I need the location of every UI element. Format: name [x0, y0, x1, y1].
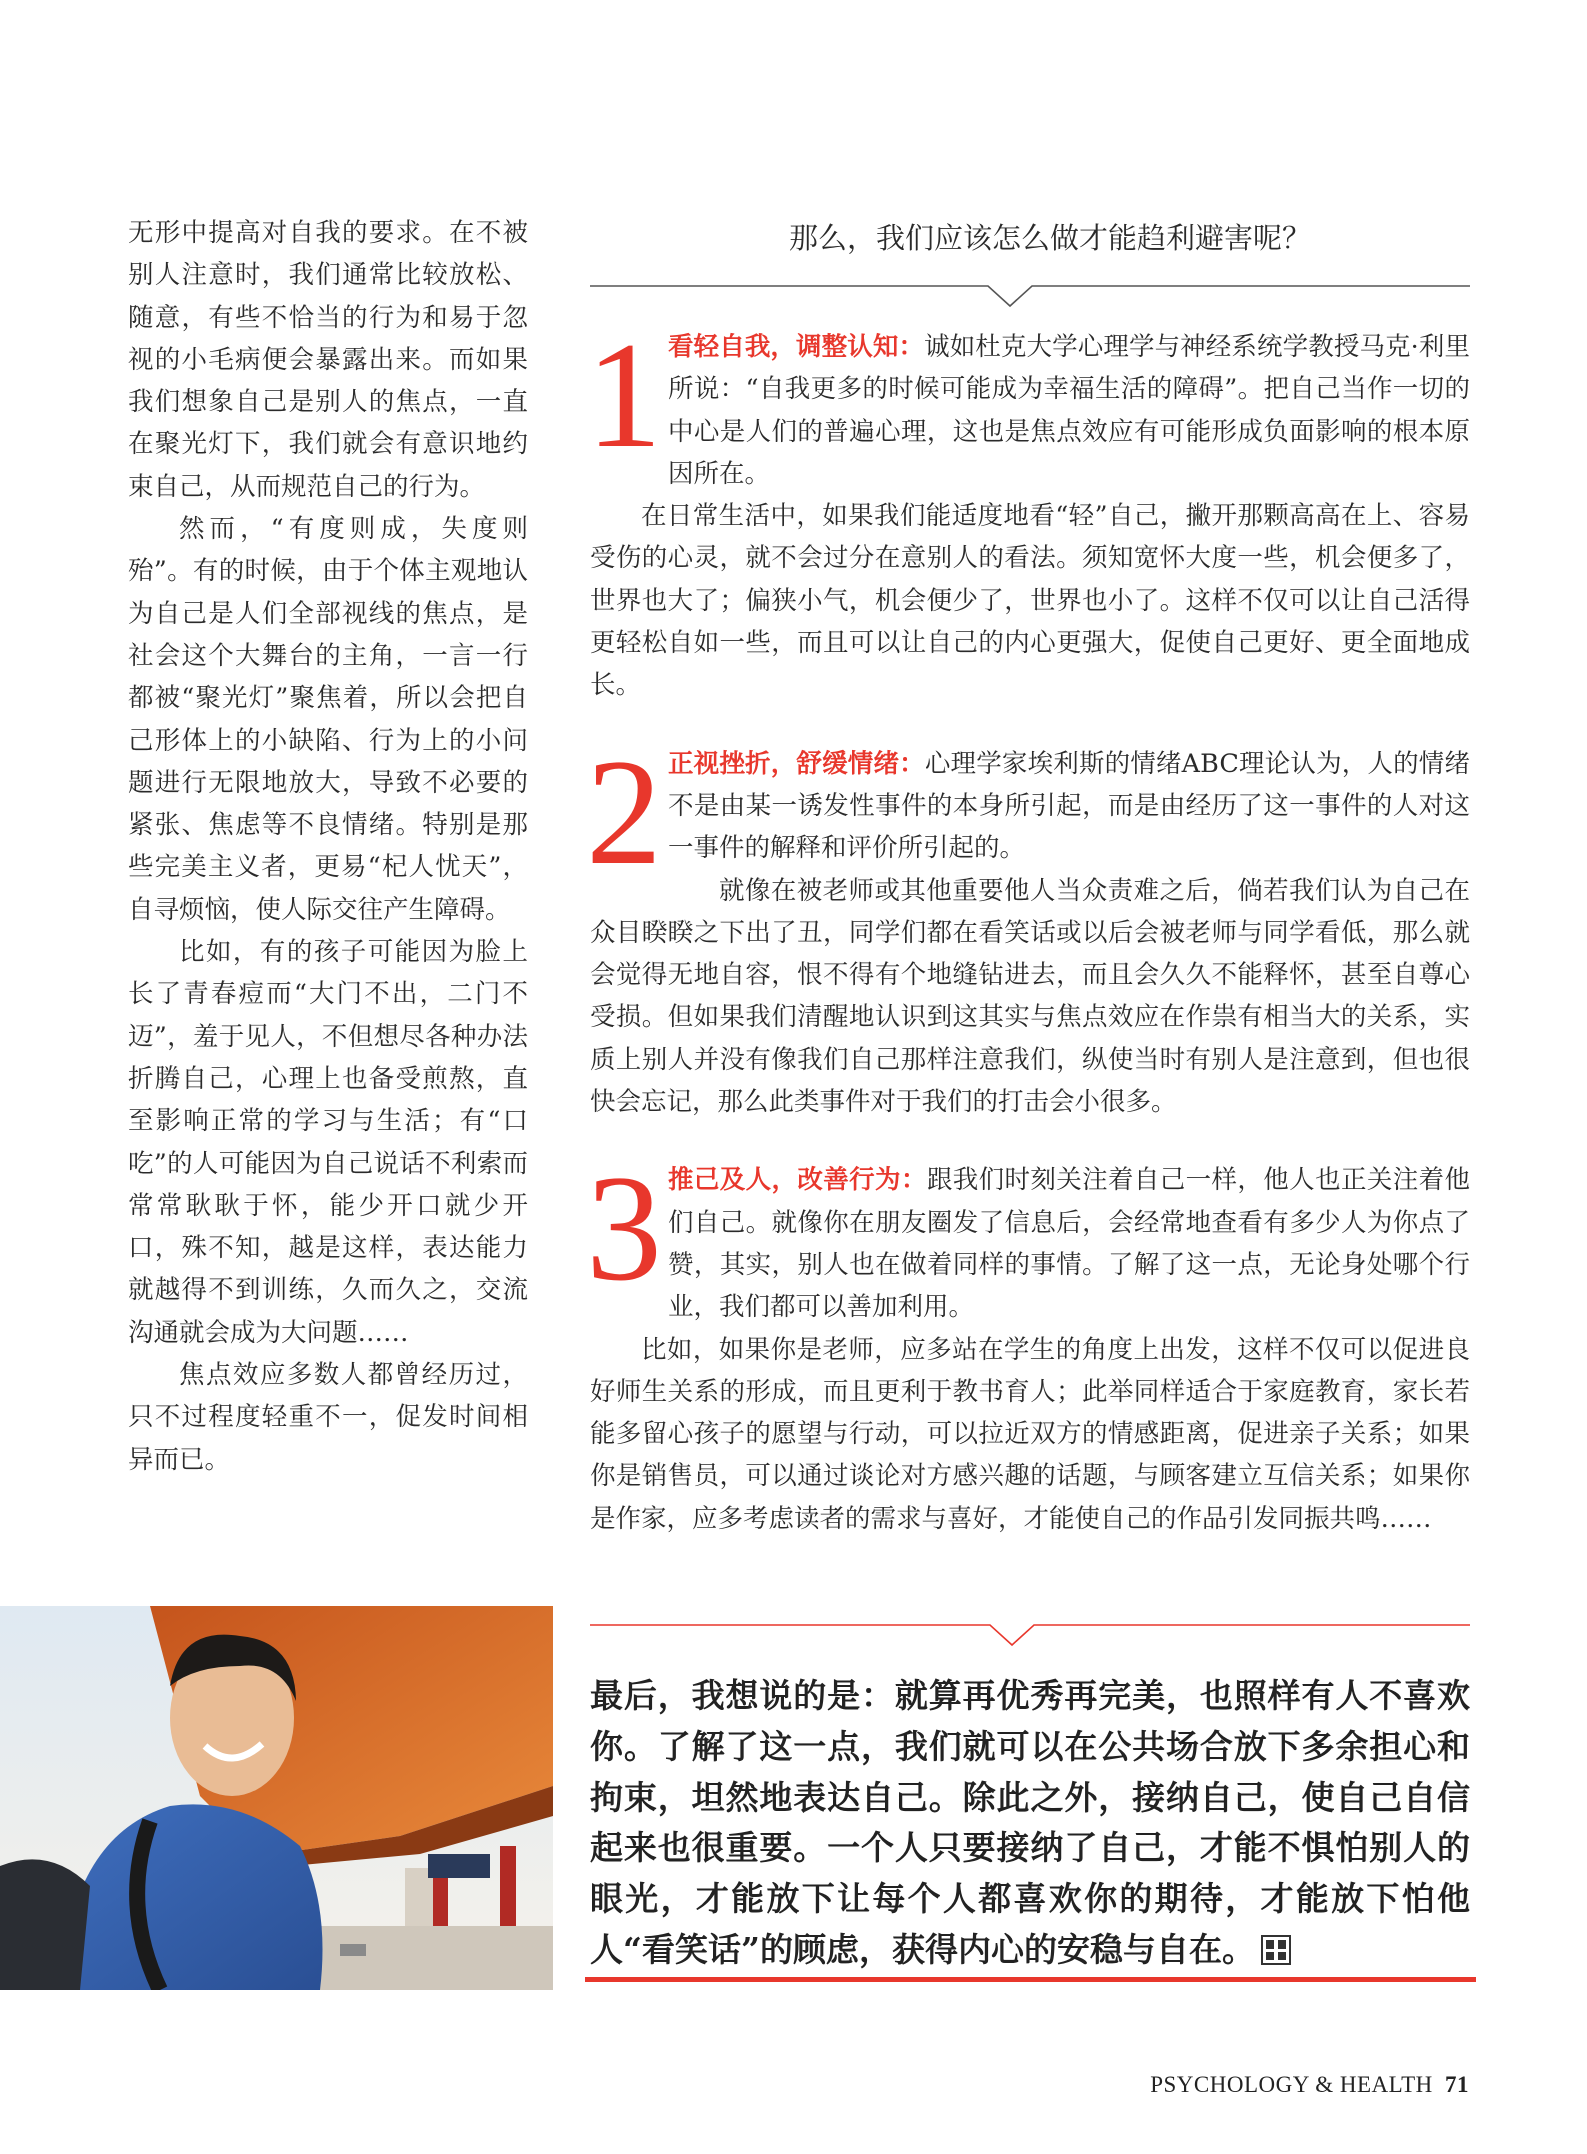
left-paragraph: 焦点效应多数人都曾经历过，只不过程度轻重不一，促发时间相异而已。	[128, 1360, 528, 1475]
page-number: 71	[1445, 2072, 1469, 2097]
section-lead: 正视挫折，舒缓情绪：	[668, 748, 925, 779]
left-paragraph: 无形中提高对自我的要求。在不被别人注意时，我们通常比较放松、随意，有些不恰当的行为和易于忽视的小毛病便会暴露出来。而如果我们想象自己是别人的焦点，一直在聚光灯下，我们就会有意识地约束自己，从而规范自己的行为。	[128, 218, 528, 502]
section-number: 3	[586, 1144, 662, 1313]
section-3	[586, 1144, 1470, 1540]
conclusion-text	[590, 1671, 1470, 1976]
page-footer	[1150, 2072, 1469, 2098]
seal-stamp-icon	[1261, 1935, 1291, 1965]
section-lead-paragraph	[590, 326, 1470, 495]
question-heading: 那么，我们应该怎么做才能趋利避害呢？	[788, 221, 1311, 255]
conclusion-box	[590, 1603, 1470, 1976]
section-text: 诚如杜克大学心理学与神经系统学教授马克·利里所说：“自我更多的时候可能成为幸福生活的障碍”。把自己当作一切的中心是人们的普遍心理，这也是焦点效应有可能形成负面影响的根本原因所在。	[668, 332, 1470, 489]
section-text: 跟我们时刻关注着自己一样，他人也正关注着他们自己。就像你在朋友圈发了信息后，会经常地查看有多少人为你点了赞，其实，别人也在做着同样的事情。了解了这一点，无论身处哪个行业，我们都可以善加利用。	[668, 1165, 1470, 1323]
section-paragraph: 就像在被老师或其他重要他人当众责难之后，倘若我们认为自己在众目睽睽之下出了丑，同学们都在看笑话或以后会被老师与同学看低，那么就会觉得无地自容，恨不得有个地缝钻进去，而且会久久不能释怀，甚至自尊心受损。但如果我们清醒地认识到这其实与焦点效应在作祟有相当大的关系，实质上别人并没有像我们自己那样注意我们，纵使当时有别人是注意到，但也很快会忘记，那么此类事件对于我们的打击会小很多。	[590, 875, 1470, 1118]
chevron-divider	[590, 278, 1470, 308]
bottom-red-rule	[585, 1977, 1476, 1982]
photo-smiling-man	[0, 1606, 553, 1990]
section-lead: 看轻自我，调整认知：	[668, 332, 925, 362]
conclusion-body: 最后，我想说的是：就算再优秀再完美，也照样有人不喜欢你。了解了这一点，我们就可以在公共场合放下多余担心和拘束，坦然地表达自己。除此之外，接纳自己，使自己自信起来也很重要。一个人只要接纳了自己，才能不惧怕别人的眼光，才能放下让每个人都喜欢你的期待，才能放下怕他人“看笑话”的顾虑，获得内心的安稳与自在。	[590, 1676, 1470, 1969]
section-2	[586, 727, 1470, 1124]
section-paragraph: 比如，如果你是老师，应多站在学生的角度上出发，这样不仅可以促进良好师生关系的形成，而且更利于教书育人；此举同样适合于家庭教育，家长若能多留心孩子的愿望与行动，可以拉近双方的情感距离，促进亲子关系；如果你是销售员，可以通过谈论对方感兴趣的话题，与顾客建立互信关系；如果你是作家，应多考虑读者的需求与喜好，才能使自己的作品引发同振共鸣……	[590, 1334, 1470, 1534]
section-number: 2	[586, 727, 662, 896]
section-lead-paragraph	[590, 743, 1470, 870]
left-paragraph: 然而，“有度则成，失度则殆”。有的时候，由于个体主观地认为自己是人们全部视线的焦点，是社会这个大舞台的主角，一言一行都被“聚光灯”聚焦着，所以会把自己形体上的小缺陷、行为上的小问题进行无限地放大，导致不必要的紧张、焦虑等不良情绪。特别是那些完美主义者，更易“杞人忧天”，自寻烦恼，使人际交往产生障碍。	[128, 514, 528, 925]
section-paragraph: 在日常生活中，如果我们能适度地看“轻”自己，撇开那颗高高在上、容易受伤的心灵，就不会过分在意别人的看法。须知宽怀大度一些，机会便多了，世界也大了；偏狭小气，机会便少了，世界也小了。这样不仅可以让自己活得更轻松自如一些，而且可以让自己的内心更强大，促使自己更好、更全面地成长。	[590, 501, 1470, 701]
section-lead: 推己及人，改善行为：	[668, 1165, 927, 1196]
section-lead-paragraph	[590, 1159, 1470, 1328]
left-column	[128, 212, 528, 1481]
section-text: 心理学家埃利斯的情绪ABC理论认为，人的情绪不是由某一诱发性事件的本身所引起，而是由经历了这一事件的人对这一事件的解释和评价所引起的。	[668, 748, 1470, 864]
section-number: 1	[586, 311, 662, 479]
chevron-divider-red	[590, 1617, 1470, 1647]
photo-illustration	[0, 1606, 553, 1990]
left-paragraph: 比如，有的孩子可能因为脸上长了青春痘而“大门不出，二门不迈”，羞于见人，不但想尽各种办法折腾自己，心理上也备受煎熬，直至影响正常的学习与生活；有“口吃”的人可能因为自己说话不利索而常常耿耿于怀，能少开口就少开口，殊不知，越是这样，表达能力就越得不到训练，久而久之，交流沟通就会成为大问题……	[128, 937, 528, 1348]
right-column	[586, 212, 1470, 1540]
magazine-name: PSYCHOLOGY & HEALTH	[1150, 2072, 1433, 2097]
section-1	[586, 311, 1470, 707]
